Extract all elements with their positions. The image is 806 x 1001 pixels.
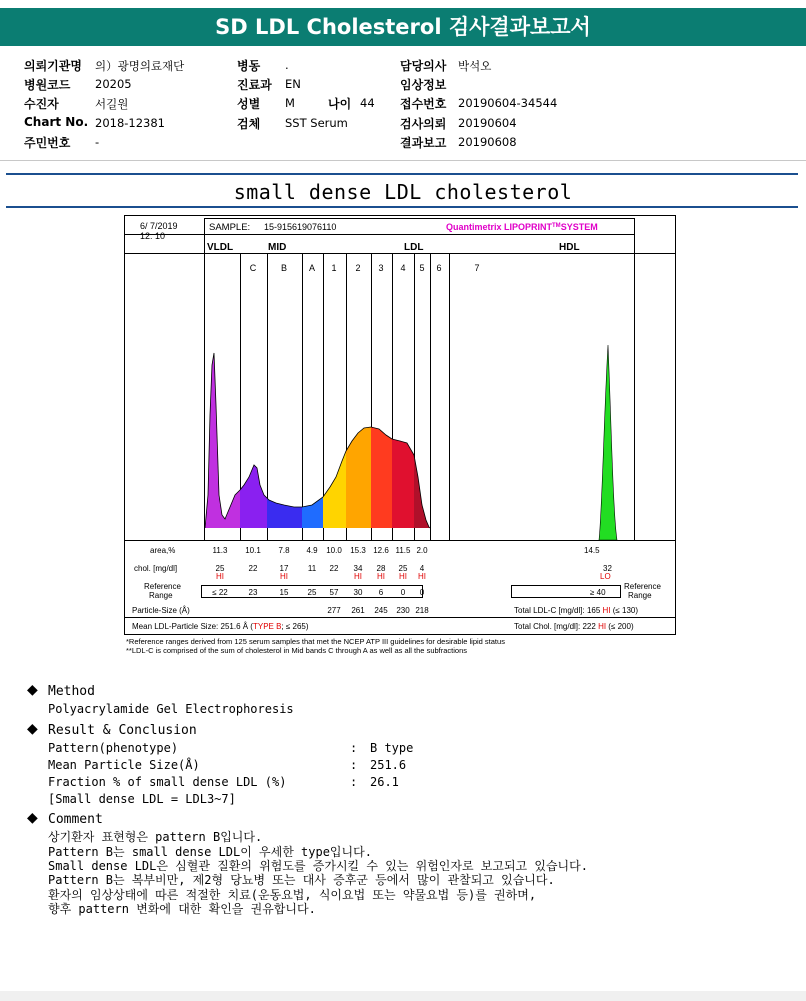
ref-value: 23 — [248, 588, 258, 597]
patient-label: 수진자 — [24, 97, 59, 111]
total-chol: Total Chol. [mg/dl]: 222 HI (≤ 200) — [514, 622, 634, 631]
ref-value: ≤ 22 — [212, 588, 228, 597]
group-hdl: HDL — [559, 242, 580, 253]
doctor-value: 박석오 — [458, 59, 492, 73]
brand-name: Quantimetrix LIPOPRINT™SYSTEM — [446, 222, 598, 232]
hdl-ref: ≥ 40 — [590, 588, 606, 597]
ref-value: 0 — [419, 588, 425, 597]
chol-value: 25 — [215, 564, 225, 573]
doctor-label: 담당의사 — [400, 59, 447, 73]
band-label: B — [280, 263, 288, 273]
method-heading: Method — [48, 684, 95, 699]
method-text: Polyacrylamide Gel Electrophoresis — [48, 702, 294, 716]
area-value: 11.5 — [395, 546, 411, 555]
ref-label-2: Range — [149, 591, 173, 600]
ref-label-right-2: Range — [628, 591, 652, 600]
ref-value: 0 — [400, 588, 406, 597]
group-mid: MID — [268, 242, 287, 253]
chart-no-value: 2018-12381 — [95, 116, 165, 130]
age-label: 나이 — [328, 97, 352, 111]
hospital-code-value: 20205 — [95, 77, 132, 91]
ref-value: 25 — [307, 588, 317, 597]
specimen-label: 검체 — [237, 117, 261, 131]
hdl-flag: LO — [600, 572, 611, 581]
total-ldl: Total LDL-C [mg/dl]: 165 HI (≤ 130) — [514, 606, 639, 615]
band-label: C — [249, 263, 257, 273]
group-ldl: LDL — [404, 242, 424, 253]
header-divider — [0, 160, 806, 161]
area-value: 12.6 — [373, 546, 389, 555]
hospital-code-label: 병원코드 — [24, 78, 71, 92]
area-value: 15.3 — [350, 546, 366, 555]
chol-value: 25 — [398, 564, 408, 573]
comment-line: Pattern B는 small dense LDL이 우세한 type입니다. — [48, 845, 372, 859]
hi-flag: HI — [216, 572, 224, 581]
particle-size-label: Particle-Size (Å) — [132, 606, 190, 615]
chart-date: 6/ 7/2019 — [140, 221, 178, 231]
result-label-pattern: Pattern(phenotype) — [48, 741, 179, 755]
footnote-2: **LDL-C is comprised of the sum of cholesterol in Mid bands C through A as well as all the subfractions — [126, 646, 468, 655]
particle-size-value: 218 — [415, 606, 429, 615]
band-label: 1 — [331, 263, 337, 273]
area-value: 7.8 — [278, 546, 290, 555]
result-colon: : — [350, 758, 358, 772]
chol-value: 22 — [329, 564, 339, 573]
result-value-pattern: B type — [370, 741, 414, 755]
request-label: 검사의뢰 — [400, 117, 447, 131]
band-label: 5 — [419, 263, 425, 273]
hi-flag: HI — [418, 572, 426, 581]
ref-value: 57 — [329, 588, 339, 597]
sex-label: 성별 — [237, 97, 261, 111]
chol-label: chol. [mg/dl] — [134, 564, 178, 573]
hi-flag: HI — [280, 572, 288, 581]
comment-line: 환자의 임상상태에 따른 적절한 치료(운동요법, 식이요법 또는 약물요법 등)를 권하며, — [48, 888, 537, 902]
particle-size-value: 261 — [351, 606, 365, 615]
section-rule-top — [6, 173, 798, 175]
ward-label: 병동 — [237, 59, 261, 73]
chol-value: 11 — [307, 564, 317, 573]
request-value: 20190604 — [458, 116, 517, 130]
rrn-value: - — [95, 135, 100, 149]
report-date-label: 결과보고 — [400, 136, 447, 150]
comment-bullet-icon: ◆ — [27, 810, 38, 826]
band-label: 6 — [436, 263, 442, 273]
chol-value: 17 — [279, 564, 289, 573]
sample-label: SAMPLE: — [209, 222, 251, 233]
particle-size-value: 277 — [327, 606, 341, 615]
result-label-fraction: Fraction % of small dense LDL (%) — [48, 775, 287, 789]
mean-particle-label: Mean LDL-Particle Size: 251.6 Å (TYPE B; ≤ 265) — [132, 622, 309, 631]
area-value: 4.9 — [306, 546, 318, 555]
area-value: 10.0 — [326, 546, 342, 555]
clinical-label: 임상정보 — [400, 78, 447, 92]
ref-value: 6 — [378, 588, 384, 597]
chol-value: 22 — [248, 564, 258, 573]
particle-size-value: 230 — [396, 606, 410, 615]
chart-no-label: Chart No. — [24, 115, 89, 129]
ref-label-right-1: Reference — [624, 582, 661, 591]
patient-value: 서길원 — [95, 97, 129, 111]
area-label: area,% — [150, 546, 176, 555]
ref-value: 30 — [353, 588, 363, 597]
comment-line: Small dense LDL은 심혈관 질환의 위험도를 증가시킬 수 있는 위험인자로 보고되고 있습니다. — [48, 859, 588, 873]
footnote-1: *Reference ranges derived from 125 serum samples that met the NCEP ATP III guidelines for desirable lipid status — [126, 637, 505, 646]
age-value: 44 — [360, 96, 375, 110]
band-label: 7 — [474, 263, 480, 273]
specimen-value: SST Serum — [285, 116, 348, 130]
result-heading: Result & Conclusion — [48, 723, 197, 738]
hdl-area: 14.5 — [584, 546, 600, 555]
dept-label: 진료과 — [237, 78, 272, 92]
result-value-size: 251.6 — [370, 758, 407, 772]
hi-flag: HI — [354, 572, 362, 581]
result-bullet-icon: ◆ — [27, 721, 38, 737]
group-vldl: VLDL — [207, 242, 234, 253]
institution-value: 의）광명의료재단 — [95, 59, 185, 73]
area-value: 11.3 — [212, 546, 228, 555]
comment-line: 상기환자 표현형은 pattern B입니다. — [48, 830, 263, 844]
hdl-chol: 32 — [603, 564, 612, 573]
accession-label: 접수번호 — [400, 97, 447, 111]
band-fill — [371, 427, 392, 528]
area-value: 2.0 — [416, 546, 428, 555]
hi-flag: HI — [377, 572, 385, 581]
chol-value: 4 — [419, 564, 425, 573]
result-colon: : — [350, 775, 358, 789]
result-note: [Small dense LDL = LDL3~7] — [48, 792, 236, 806]
band-label: 3 — [378, 263, 384, 273]
dept-value: EN — [285, 77, 301, 91]
result-label-size: Mean Particle Size(Å) — [48, 758, 200, 772]
particle-size-value: 245 — [374, 606, 388, 615]
area-value: 10.1 — [245, 546, 261, 555]
result-value-fraction: 26.1 — [370, 775, 399, 789]
section-rule-bottom — [6, 206, 798, 208]
chol-value: 34 — [353, 564, 363, 573]
sample-id: 15-915619076110 — [264, 222, 337, 232]
band-label: 4 — [400, 263, 406, 273]
report-title: SD LDL Cholesterol 검사결과보고서 — [0, 8, 806, 46]
comment-line: 향후 pattern 변화에 대한 확인을 권유합니다. — [48, 902, 316, 916]
section-title: small dense LDL cholesterol — [233, 180, 573, 204]
ref-label-1: Reference — [144, 582, 181, 591]
ward-value: . — [285, 58, 289, 72]
ref-value: 15 — [279, 588, 289, 597]
rrn-label: 주민번호 — [24, 136, 71, 150]
result-colon: : — [350, 741, 358, 755]
chol-value: 28 — [376, 564, 386, 573]
comment-line: Pattern B는 복부비만, 제2형 당뇨병 또는 대사 증후군 등에서 많이 관찰되고 있습니다. — [48, 873, 555, 887]
institution-label: 의뢰기관명 — [24, 59, 82, 73]
method-bullet-icon: ◆ — [27, 682, 38, 698]
hi-flag: HI — [399, 572, 407, 581]
band-fill — [392, 439, 414, 528]
band-label: A — [308, 263, 316, 273]
report-date-value: 20190608 — [458, 135, 517, 149]
chart-time: 12: 10 — [140, 231, 166, 241]
bottom-bar — [0, 991, 806, 1001]
accession-value: 20190604-34544 — [458, 96, 558, 110]
band-label: 2 — [355, 263, 361, 273]
lipoprint-chart — [124, 215, 676, 660]
sex-value: M — [285, 96, 295, 110]
comment-heading: Comment — [48, 812, 103, 827]
